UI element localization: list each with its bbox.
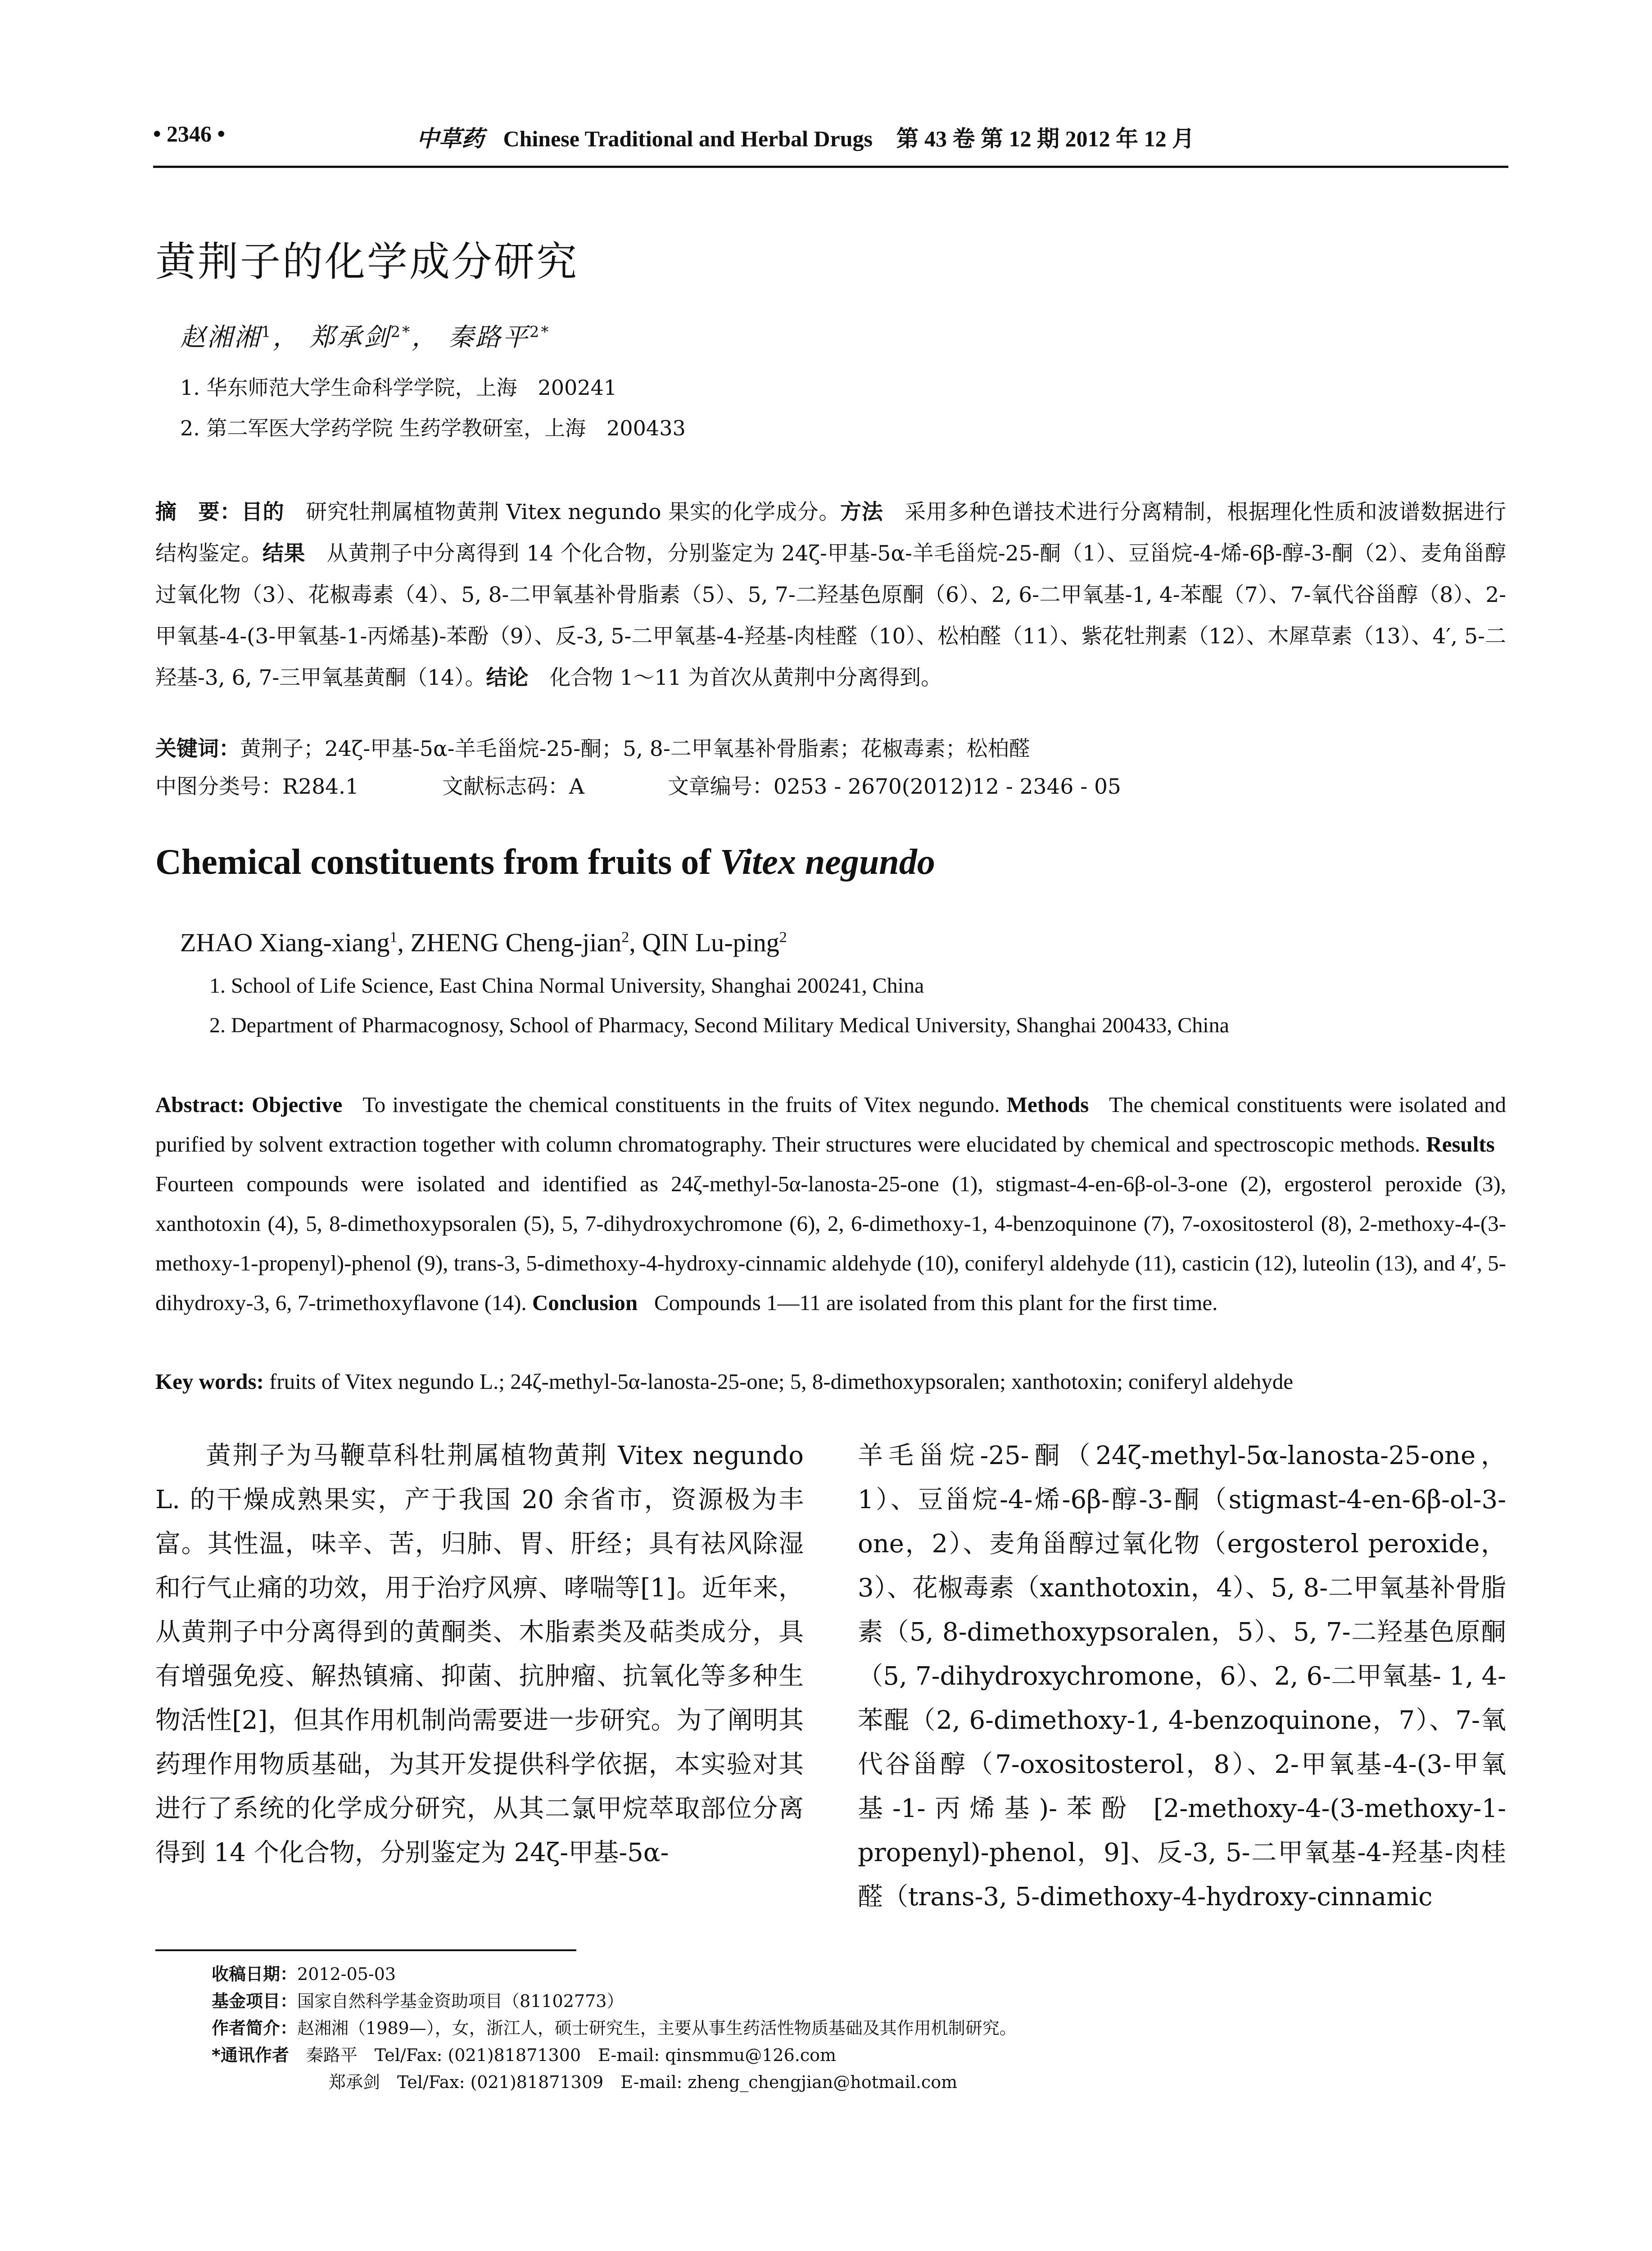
keywords-label: 关键词： — [155, 737, 240, 761]
author-sup: 1 — [261, 323, 273, 341]
body-column-right: 羊毛甾烷-25-酮（24ζ-methyl-5α-lanosta-25-one，1）、豆甾烷-4-烯-6β-醇-3-酮（stigmast-4-en-6β-ol-3-one，2）、麦角甾醇过氧化物（ergosterol peroxide，3）、花椒毒素（xanthotoxin，4）、5, 8-二甲氧基补骨脂素（5, 8-dimethoxypsoralen，5）、5, 7-二羟基色原酮（5, 7-dihydroxychromone，6）、2, 6-二甲氧基- 1, 4-苯醌（2, 6-dimethoxy-1, 4-benzoquinone，7）、7-氧代谷甾醇（7-oxositosterol，8）、2-甲氧基-4-(3-甲氧基-1-丙烯基)-苯酚 [2-methoxy-4-(3-methoxy-1-propenyl)-phenol，9]、反-3, 5-二甲氧基-4-羟基-肉桂醛（trans-3, 5-dimethoxy-4-hydroxy-cinnamic — [858, 1441, 1506, 1912]
authors-en: ZHAO Xiang-xiang$^1$, ZHENG Cheng-jian$^2$, QIN Lu-ping$^2$ — [180, 928, 787, 957]
footnote-text: 秦路平 Tel/Fax: (021)81871300 E-mail: qinsmmu@126.com — [306, 2045, 837, 2065]
issue-info: 第 43 卷 第 12 期 2012 年 12 月 — [896, 126, 1195, 151]
title-cn: 黄荆子的化学成分研究 — [155, 238, 579, 285]
author-name: 郑承剑 — [309, 323, 391, 352]
methods-text: 采用多种色谱技术进行分离精制，根据理化性质和波谱数据进行结构鉴定。 — [155, 500, 1507, 566]
author-name: 赵湘湘 — [180, 323, 261, 352]
author-sup: 2* — [529, 323, 551, 341]
conclusion-label: Conclusion — [532, 1290, 638, 1315]
author-name: 秦路平 — [448, 323, 530, 352]
affiliation-cn-2: 2. 第二军医大学药学院 生药学教研室，上海 200433 — [180, 416, 686, 440]
keywords-text: 黄荆子；24ζ-甲基-5α-羊毛甾烷-25-酮；5, 8-二甲氧基补骨脂素；花椒毒素；松柏醛 — [240, 737, 1030, 761]
running-header — [153, 121, 1508, 168]
classification-line — [155, 770, 1198, 800]
footnote-fund — [212, 1988, 1017, 2015]
authors-cn: 赵湘湘$^1$， 郑承剑$^{2*}$， 秦路平$^{2*}$ — [180, 323, 551, 352]
author-name: ZHAO Xiang-xiang — [180, 928, 390, 957]
conclusion-text: 化合物 1～11 为首次从黄荆中分离得到。 — [549, 665, 942, 690]
footnote-text: 国家自然科学基金资助项目（81102773） — [297, 1991, 624, 2011]
footnote-corresponding — [212, 2042, 1017, 2069]
footnote-label: 收稿日期： — [212, 1964, 298, 1984]
footnote-corresponding-2: 郑承剑 Tel/Fax: (021)81871309 E-mail: zheng_chengjian@hotmail.com — [329, 2072, 958, 2092]
abstract-label: Abstract: — [155, 1092, 245, 1117]
author-sup: 1 — [389, 929, 398, 946]
abstract-en — [155, 1085, 1506, 1323]
journal-name-cn: 中草药 — [416, 125, 484, 152]
objective-label: Objective — [251, 1092, 343, 1117]
journal-name-en: Chinese Traditional and Herbal Drugs — [503, 126, 873, 151]
footnote-text: 赵湘湘（1989—），女，浙江人，硕士研究生，主要从事生药活性物质基础及其作用机制研究。 — [297, 2018, 1017, 2038]
title-en-text: Chemical constituents from fruits of — [155, 842, 720, 882]
title-en — [155, 842, 935, 883]
affiliation-cn-1: 1. 华东师范大学生命科学学院，上海 200241 — [180, 375, 617, 400]
objective-text: 研究牡荆属植物黄荆 Vitex negundo 果实的化学成分。 — [306, 500, 841, 524]
affiliation-en-2: 2. Department of Pharmacognosy, School of Pharmacy, Second Military Medical University, Shanghai 200433, China — [209, 1013, 1229, 1037]
footnote-text: 2012-05-03 — [297, 1964, 396, 1984]
results-label: 结果 — [262, 541, 306, 566]
footnote-received — [212, 1961, 1017, 1988]
abstract-label: 摘 要： — [155, 500, 241, 524]
affiliation-en-1: 1. School of Life Science, East China Normal University, Shanghai 200241, China — [209, 974, 924, 998]
footnote-rule — [155, 1949, 576, 1951]
footnote-label: *通讯作者 — [212, 2045, 289, 2065]
author-name: QIN Lu-ping — [642, 928, 779, 957]
footnote-bio — [212, 2015, 1017, 2042]
keywords-label: Key words: — [155, 1369, 264, 1394]
objective-text: To investigate the chemical constituents in the fruits of Vitex negundo. — [362, 1092, 1000, 1117]
body-column-left: 黄荆子为马鞭草科牡荆属植物黄荆 Vitex negundo L. 的干燥成熟果实，产于我国 20 余省市，资源极为丰富。其性温，味辛、苦，归肺、胃、肝经；具有祛风除湿和行气止痛的功效，用于治疗风痹、哮喘等[1]。近年来，从黄荆子中分离得到的黄酮类、木脂素类及萜类成分，具有增强免疫、解热镇痛、抑菌、抗肿瘤、抗氧化等多种生物活性[2]，但其作用机制尚需要进一步研究。为了阐明其药理作用物质基础，为其开发提供科学依据，本实验对其进行了系统的化学成分研究，从其二氯甲烷萃取部位分离得到 14 个化合物，分别鉴定为 24ζ-甲基-5α- — [155, 1441, 804, 1867]
conclusion-label: 结论 — [486, 665, 529, 690]
article-number: 文章编号：0253 - 2670(2012)12 - 2346 - 05 — [667, 774, 1121, 799]
footnote-label: 基金项目： — [212, 1991, 298, 2011]
author-sup: 2* — [390, 323, 412, 341]
objective-label: 目的 — [241, 500, 285, 524]
footnote-label: 作者简介： — [212, 2018, 298, 2038]
page-number: • 2346 • — [153, 121, 226, 146]
author-name: ZHENG Cheng-jian — [410, 928, 622, 957]
abstract-cn — [155, 492, 1506, 699]
title-en-species: Vitex negundo — [720, 842, 935, 882]
clc-number: 中图分类号：R284.1 — [155, 774, 359, 799]
document-code: 文献标志码：A — [442, 774, 584, 799]
journal-info — [416, 121, 1195, 153]
results-text: 从黄荆子中分离得到 14 个化合物，分别鉴定为 24ζ-甲基-5α-羊毛甾烷-25-酮（1）、豆甾烷-4-烯-6β-醇-3-酮（2）、麦角甾醇过氧化物（3）、花椒毒素（4）、5, 8-二甲氧基补骨脂素（5）、5, 7-二羟基色原酮（6）、2, 6-二甲氧基-1, 4-苯醌（7）、7-氧代谷甾醇（8）、2-甲氧基-4-(3-甲氧基-1-丙烯基)-苯酚（9）、反-3, 5-二甲氧基-4-羟基-肉桂醛（10）、松柏醛（11）、紫花牡荆素（12）、木犀草素（13）、4′, 5-二羟基-3, 6, 7-三甲氧基黄酮（14）。 — [155, 541, 1507, 690]
conclusion-text: Compounds 1—11 are isolated from this plant for the first time. — [654, 1290, 1218, 1315]
methods-label: 方法 — [840, 500, 883, 524]
footnotes — [212, 1961, 1017, 2096]
methods-label: Methods — [1006, 1092, 1089, 1117]
methods-text: The chemical constituents were isolated and purified by solvent extraction together with column chromatography. Their structures were elucidated by chemical and spectroscopic methods. — [155, 1092, 1506, 1157]
keywords-en — [155, 1362, 1506, 1401]
author-sup: 2 — [779, 929, 787, 946]
keywords-text: fruits of Vitex negundo L.; 24ζ-methyl-5α-lanosta-25-one; 5, 8-dimethoxypsoralen; xanthotoxin; coniferyl aldehyde — [269, 1369, 1293, 1394]
results-text: Fourteen compounds were isolated and identified as 24ζ-methyl-5α-lanosta-25-one (1), stigmast-4-en-6β-ol-3-one (2), ergosterol peroxide (3), xanthotoxin (4), 5, 8-dimethoxypsoralen (5), 5, 7-dihydroxychromone (6), 2, 6-dimethoxy-1, 4-benzoquinone (7), 7-oxositosterol (8), 2-methoxy-4-(3-methoxy-1-propenyl)-phenol (9), trans-3, 5-dimethoxy-4-hydroxy-cinnamic aldehyde (10), coniferyl aldehyde (11), casticin (12), luteolin (13), and 4′, 5-dihydroxy-3, 6, 7-trimethoxyflavone (14). — [155, 1171, 1506, 1315]
keywords-cn — [155, 728, 1506, 770]
results-label: Results — [1426, 1132, 1495, 1157]
author-sup: 2 — [621, 929, 629, 946]
